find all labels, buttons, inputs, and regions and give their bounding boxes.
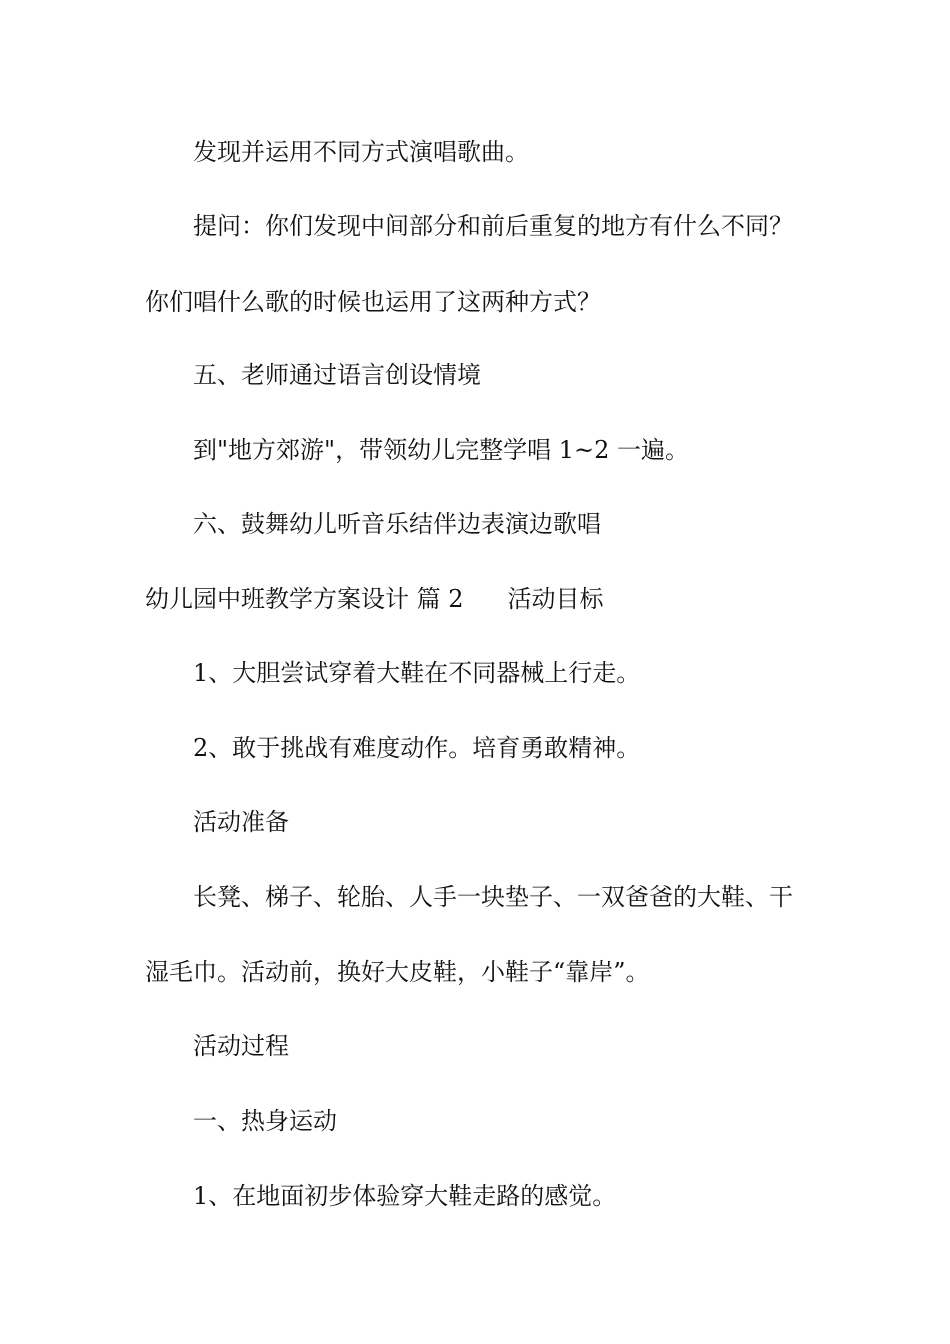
paragraph: 提问：你们发现中间部分和前后重复的地方有什么不同？ [193,212,793,240]
list-item: 2、敢于挑战有难度动作。培育勇敢精神。 [193,734,641,762]
list-item: 1、在地面初步体验穿大鞋走路的感觉。 [193,1182,617,1210]
paragraph: 湿毛巾。活动前，换好大皮鞋，小鞋子“靠岸”。 [145,958,650,986]
paragraph: 发现并运用不同方式演唱歌曲。 [193,138,529,166]
paragraph: 你们唱什么歌的时候也运用了这两种方式？ [145,288,601,316]
section-heading: 活动目标 [507,585,604,613]
section-heading: 五、老师通过语言创设情境 [193,361,481,389]
article-heading-line [145,584,604,614]
paragraph: 长凳、梯子、轮胎、人手一块垫子、一双爸爸的大鞋、干 [193,883,793,911]
section-heading: 活动过程 [193,1032,289,1060]
section-heading: 活动准备 [193,808,289,836]
list-item: 1、大胆尝试穿着大鞋在不同器械上行走。 [193,659,641,687]
paragraph: 到"地方郊游"，带领幼儿完整学唱 1~2 一遍。 [193,436,689,464]
article-title: 幼儿园中班教学方案设计 篇 2 [145,585,464,613]
section-heading: 六、鼓舞幼儿听音乐结伴边表演边歌唱 [193,510,601,538]
section-heading: 一、热身运动 [193,1107,337,1135]
